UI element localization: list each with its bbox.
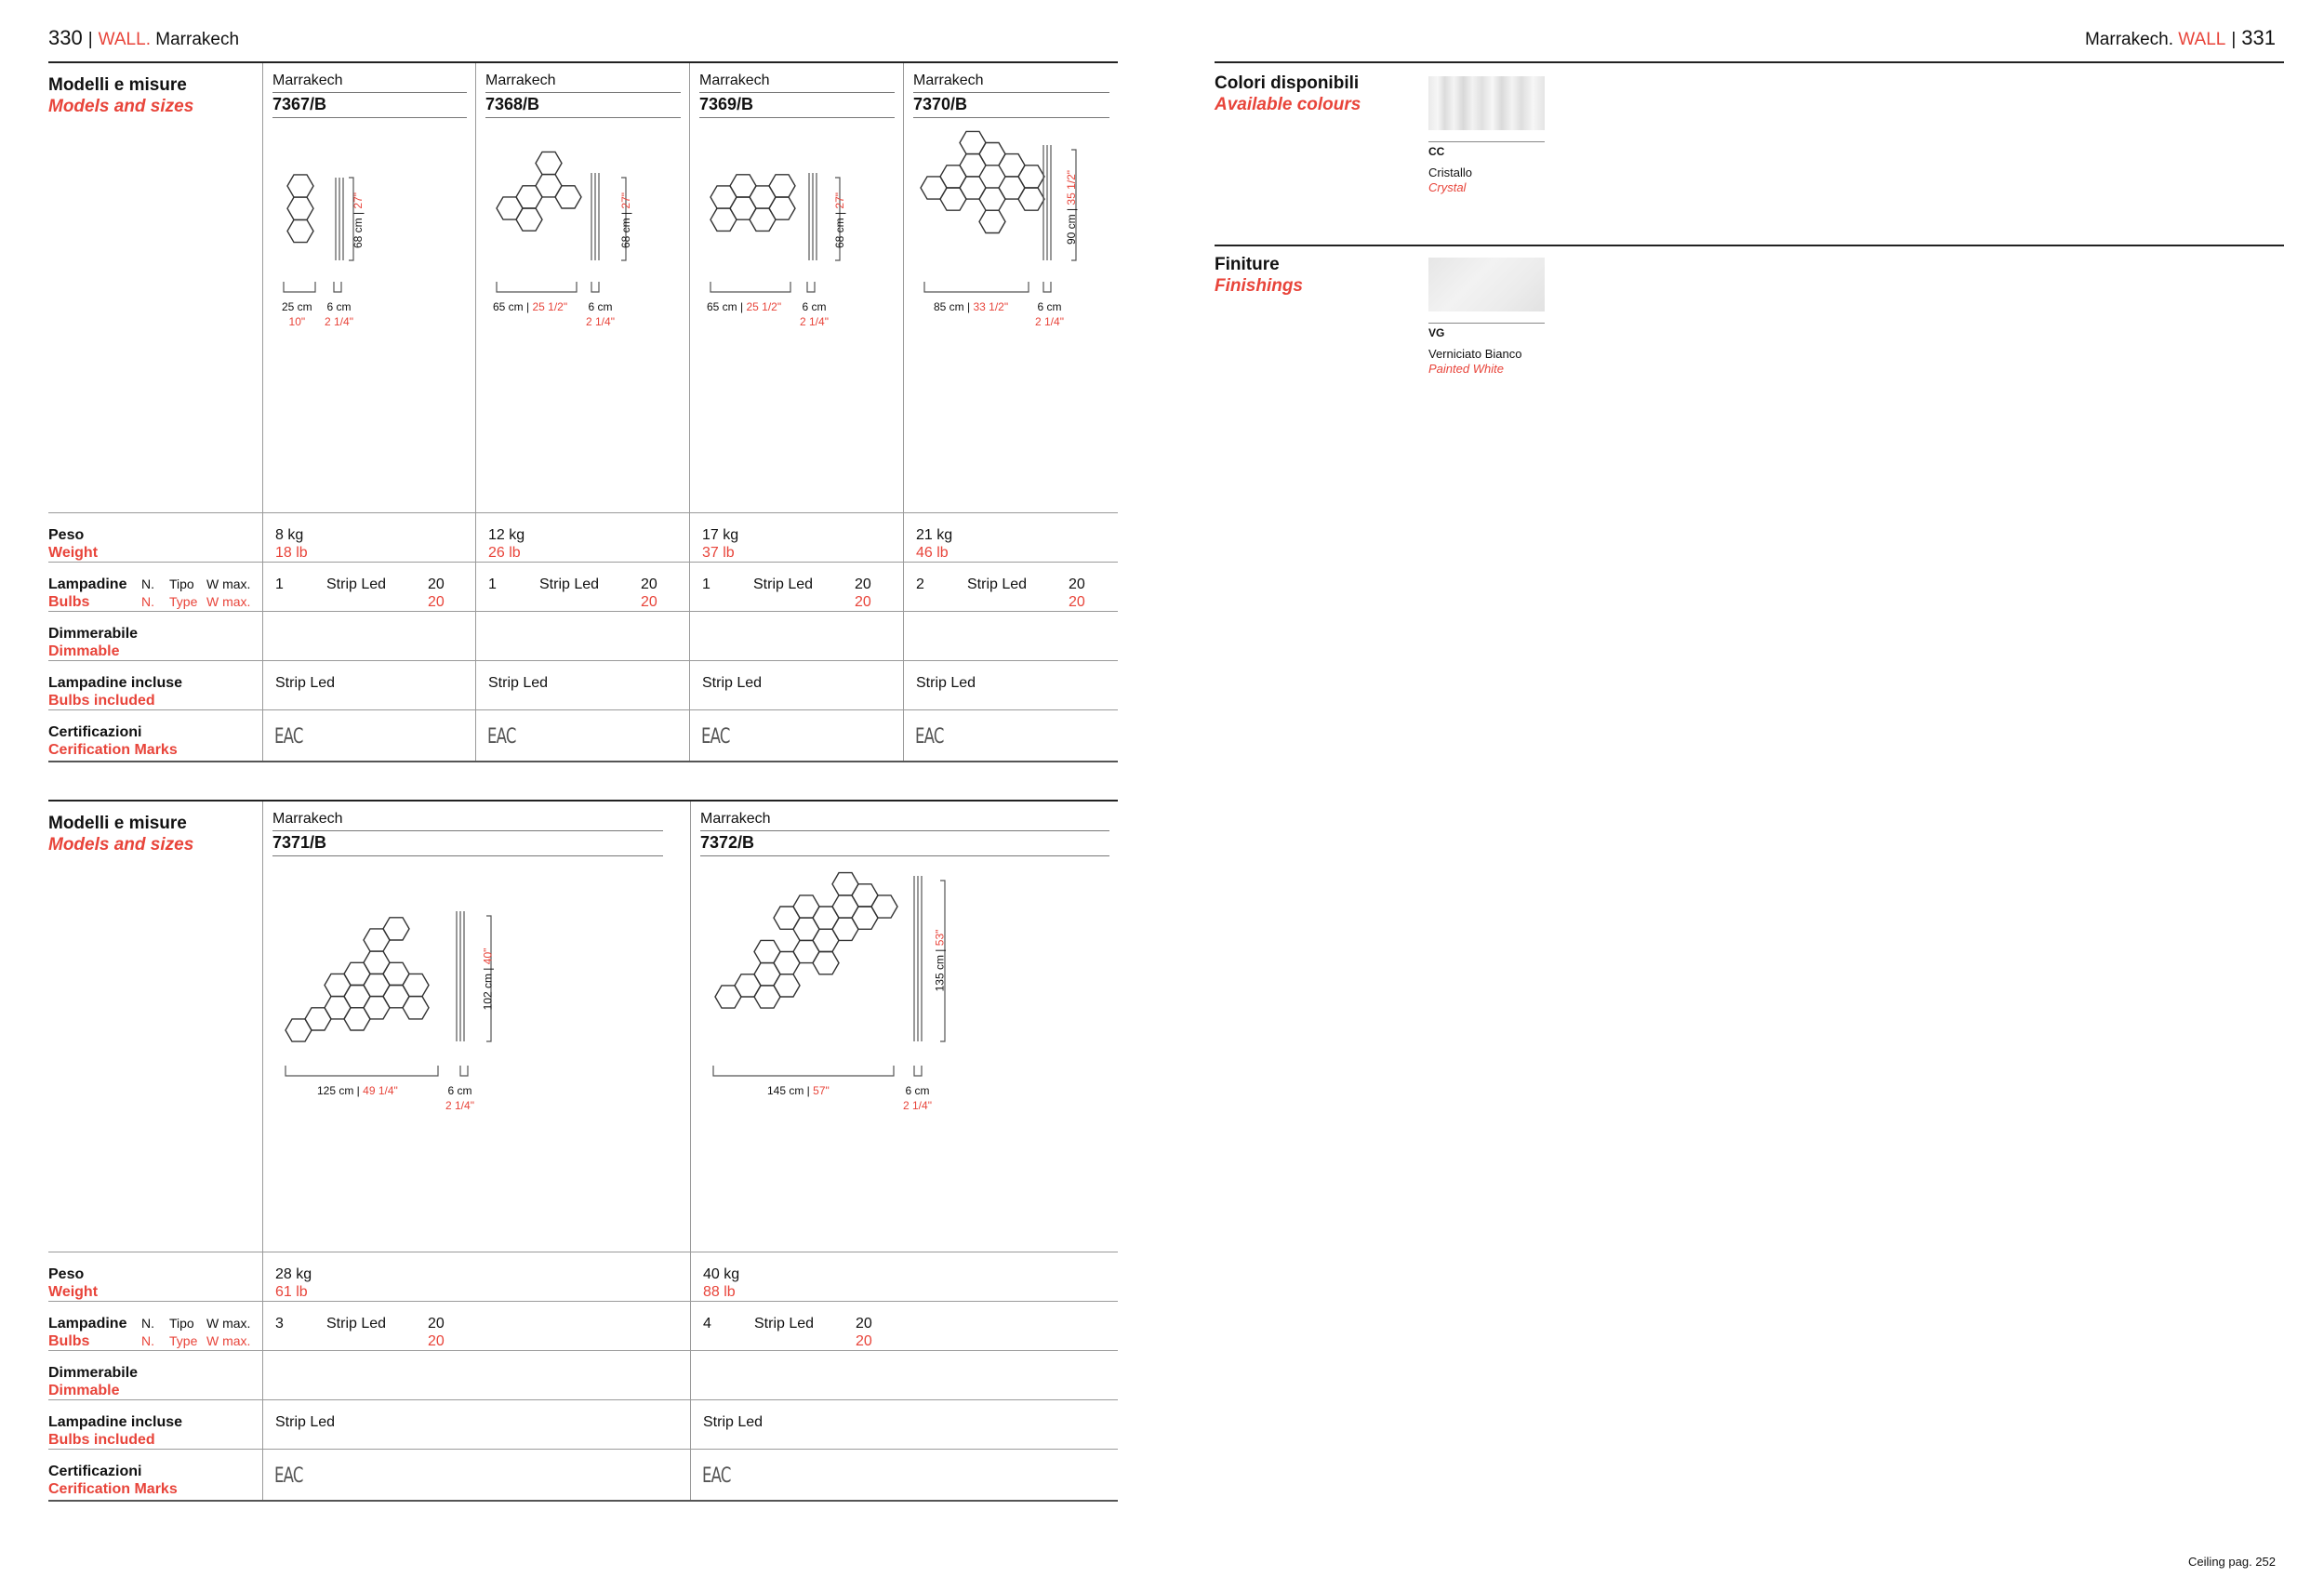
dimmable-label: Dimmerabile Dimmable (48, 626, 139, 659)
hexagon-module (1018, 166, 1044, 188)
weight-value: 12 kg 26 lb (488, 527, 525, 561)
models-row (48, 802, 1118, 1252)
certification-label: Certificazioni Cerification Marks (48, 724, 178, 758)
finish-name: Verniciato Bianco Painted White (1428, 347, 1522, 376)
bulbs-included-row (48, 1400, 1118, 1450)
hexagon-module (287, 219, 313, 242)
hexagon-module (1018, 188, 1044, 210)
depth-dim: 6 cm 2 1/4" (586, 300, 615, 328)
crystal-swatch (1428, 76, 1545, 130)
eac-mark-icon: EAC (274, 1464, 303, 1488)
weight-value: 17 kg 37 lb (702, 527, 739, 561)
depth-dim: 6 cm 2 1/4" (800, 300, 829, 328)
product-drawing (691, 802, 1119, 1099)
depth-dim: 6 cm 2 1/4" (903, 1084, 932, 1112)
width-dim: 125 cm | 49 1/4" (317, 1084, 398, 1097)
hexagon-module (364, 997, 390, 1019)
width-dim: 65 cm | 25 1/2" (707, 300, 782, 313)
bulbs-included-row (48, 661, 1118, 710)
width-dim: 145 cm | 57" (767, 1084, 830, 1097)
depth-dim: 6 cm 2 1/4" (445, 1084, 474, 1112)
weight-value: 8 kg 18 lb (275, 527, 308, 561)
models-label: Modelli e misure Models and sizes (48, 814, 194, 855)
dimmable-row (48, 1351, 1118, 1400)
hexagon-module (774, 907, 800, 929)
product-head: Marrakech 7369/B (699, 73, 895, 118)
bulbs-cell: 1 Strip Led 20 20 (262, 563, 476, 611)
hexagon-module (403, 974, 429, 996)
product-head: Marrakech 7368/B (485, 73, 681, 118)
section-label: WALL. (98, 30, 151, 49)
colours-section (1215, 61, 2284, 246)
product-head: Marrakech 7370/B (913, 73, 1109, 118)
colours-title: Colori disponibili Available colours (1215, 73, 1361, 114)
bulbs-included-label: Lampadine incluse Bulbs included (48, 1414, 183, 1448)
bulbs-columns: N. Tipo W max. N. Type W max. (141, 576, 251, 609)
product-7371 (262, 802, 691, 1252)
product-7369 (689, 63, 904, 512)
bulbs-columns: N. Tipo W max. N. Type W max. (141, 1316, 251, 1348)
hexagon-module (754, 986, 780, 1008)
hexagon-module (536, 152, 562, 174)
hexagon-module (383, 918, 409, 940)
footer-note: Ceiling pag. 252 (2188, 1555, 2276, 1569)
certification-row (48, 710, 1118, 762)
included-value: Strip Led (703, 1414, 764, 1430)
hexagon-module (516, 208, 542, 231)
dimmable-row (48, 612, 1118, 661)
width-dim: 25 cm 10" (282, 300, 312, 328)
width-dim: 85 cm | 33 1/2" (934, 300, 1009, 313)
product-7372 (690, 802, 1119, 1252)
weight-value: 40 kg 88 lb (703, 1266, 740, 1300)
finishings-title: Finiture Finishings (1215, 255, 1303, 296)
included-value: Strip Led (275, 1414, 336, 1430)
section-label: WALL (2178, 30, 2226, 49)
finish-code: VG (1428, 323, 1545, 339)
bulbs-row (48, 563, 1118, 612)
bulbs-included-label: Lampadine incluse Bulbs included (48, 675, 183, 709)
bulbs-cell: 1 Strip Led 20 20 (689, 563, 904, 611)
product-7367 (262, 63, 476, 512)
hexagon-module (769, 175, 795, 197)
height-dim: 68 cm | 27" (352, 192, 365, 249)
height-dim: 102 cm | 40" (481, 947, 495, 1011)
eac-mark-icon: EAC (915, 725, 944, 749)
page-number: 331 (2241, 26, 2276, 49)
page-header-right: Marrakech. WALL | 331 (2084, 26, 2276, 49)
eac-mark-icon: EAC (701, 725, 730, 749)
certification-row (48, 1450, 1118, 1502)
included-value: Strip Led (916, 675, 976, 691)
hexagon-module (287, 175, 313, 197)
weight-row (48, 513, 1118, 563)
product-drawing (263, 802, 691, 1099)
height-dim: 90 cm | 35 1/2" (1065, 169, 1079, 245)
hexagon-module (287, 197, 313, 219)
weight-value: 21 kg 46 lb (916, 527, 953, 561)
models-row (48, 63, 1118, 513)
models-table-top (48, 61, 1118, 762)
bulbs-cell: 3 Strip Led 20 20 (262, 1302, 691, 1350)
product-head: Marrakech 7371/B (272, 811, 663, 856)
dimmable-label: Dimmerabile Dimmable (48, 1365, 139, 1398)
bulbs-label: Lampadine Bulbs (48, 1316, 127, 1349)
colour-name: Cristallo Crystal (1428, 166, 1472, 194)
family-label: Marrakech. (2084, 30, 2174, 49)
included-value: Strip Led (275, 675, 336, 691)
weight-row (48, 1252, 1118, 1302)
product-7368 (475, 63, 690, 512)
weight-label: Peso Weight (48, 527, 99, 561)
weight-label: Peso Weight (48, 1266, 99, 1300)
eac-mark-icon: EAC (487, 725, 516, 749)
page-number: 330 (48, 26, 83, 49)
models-label: Modelli e misure Models and sizes (48, 75, 194, 116)
painted-white-swatch (1428, 258, 1545, 311)
hexagon-module (871, 895, 897, 918)
product-head: Marrakech 7372/B (700, 811, 1109, 856)
family-label: Marrakech (155, 30, 240, 49)
finishings-section (1215, 245, 2284, 393)
eac-mark-icon: EAC (274, 725, 303, 749)
hexagon-module (979, 210, 1005, 232)
height-dim: 68 cm | 27" (833, 192, 847, 249)
page-header-left: 330 | WALL. Marrakech (48, 26, 240, 49)
bulbs-cell: 2 Strip Led 20 20 (903, 563, 1119, 611)
colour-code: CC (1428, 141, 1545, 158)
hexagon-module (403, 997, 429, 1019)
weight-value: 28 kg 61 lb (275, 1266, 312, 1300)
hexagon-module (555, 186, 581, 208)
hexagon-module (769, 197, 795, 219)
eac-mark-icon: EAC (702, 1464, 731, 1488)
width-dim: 65 cm | 25 1/2" (493, 300, 568, 313)
bulbs-row (48, 1302, 1118, 1351)
height-dim: 135 cm | 53" (933, 929, 947, 992)
bulbs-cell: 1 Strip Led 20 20 (475, 563, 690, 611)
hexagon-module (813, 952, 839, 974)
depth-dim: 6 cm 2 1/4" (325, 300, 353, 328)
product-head: Marrakech 7367/B (272, 73, 467, 118)
certification-label: Certificazioni Cerification Marks (48, 1464, 178, 1497)
included-value: Strip Led (702, 675, 763, 691)
depth-dim: 6 cm 2 1/4" (1035, 300, 1064, 328)
product-7370 (903, 63, 1119, 512)
bulbs-cell: 4 Strip Led 20 20 (690, 1302, 1119, 1350)
included-value: Strip Led (488, 675, 549, 691)
bulbs-label: Lampadine Bulbs (48, 576, 127, 610)
models-table-bottom (48, 800, 1118, 1502)
height-dim: 68 cm | 27" (619, 192, 633, 249)
